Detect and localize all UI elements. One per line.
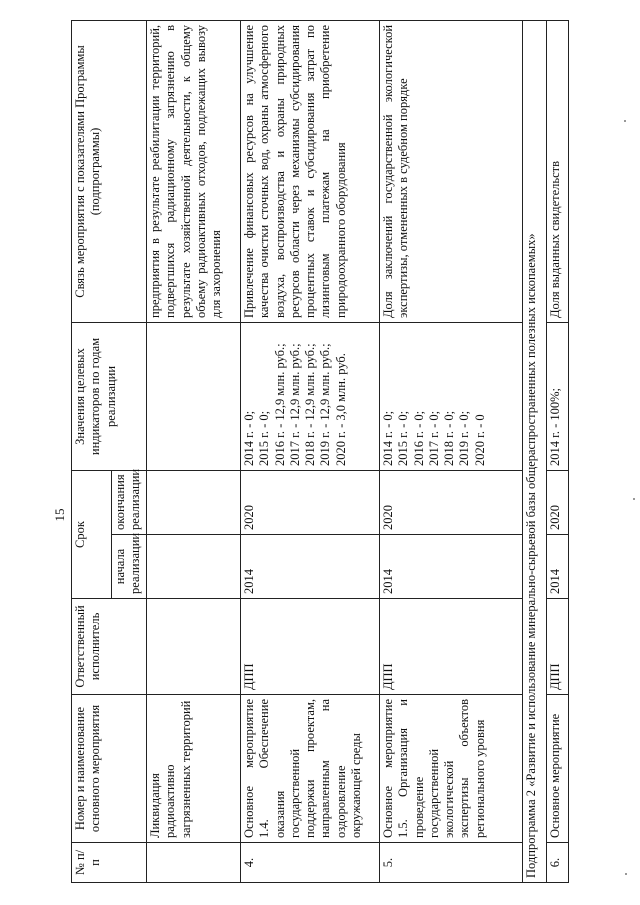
row-num	[147, 843, 241, 883]
row-link: предприятия в результате реабилитации территорий, подвергшихся радиационному загрязнению в результате хозяйственной деятельности, к общему объему радиоактивных отходов, подлежащих вывозу для захоронения	[147, 20, 241, 322]
row-link: Доля заключений государственной экологической экспертизы, отмененных в судебном порядке	[380, 20, 523, 322]
indicator-line: 2015 г. - 0;	[396, 410, 411, 466]
row-num: 5.	[380, 843, 523, 883]
header-term: Срок	[72, 470, 112, 598]
header-indicators: Значения целевых индикаторов по годам реализации	[72, 322, 147, 470]
header-term-start: начала реализации	[112, 535, 147, 599]
row-num: 6.	[547, 843, 569, 883]
indicator-line: 2019 г. - 12,9 млн. руб.;	[318, 343, 333, 466]
program-activities-table	[71, 20, 569, 883]
indicator-line: 2020 г. - 3,0 млн. руб.	[333, 353, 348, 466]
row-responsible: ДПП	[547, 599, 569, 695]
row-responsible	[147, 599, 241, 695]
row-end	[147, 470, 241, 534]
row-link: Доля выданных свидетельств	[547, 20, 569, 322]
row-name: Основное мероприятие	[547, 695, 569, 843]
row-name: Ликвидация радиоактивно загрязненных территорий	[147, 695, 241, 843]
header-responsible: Ответственный исполнитель	[72, 599, 147, 695]
row-start: 2014	[547, 535, 569, 599]
header-term-end: окончания реализации	[112, 470, 147, 534]
row-end: 2020	[241, 470, 380, 534]
indicator-line: 2016 г. - 0;	[411, 410, 426, 466]
row-indicators	[380, 322, 523, 470]
indicator-line: 2017 г. - 0;	[426, 410, 441, 466]
table-row	[547, 20, 569, 882]
row-num: 4.	[241, 843, 380, 883]
indicator-line: 2018 г. - 12,9 млн. руб.;	[303, 343, 317, 466]
header-link: Связь мероприятия с показателями Программы (подпрограммы)	[72, 20, 147, 322]
scan-speck	[633, 498, 635, 500]
indicator-line: 2016 г. - 12,9 млн. руб.;	[272, 343, 287, 466]
indicator-line: 2019 г. - 0;	[457, 410, 472, 466]
scan-speck	[625, 873, 627, 875]
row-start	[147, 535, 241, 599]
table-row	[241, 20, 380, 882]
header-name: Номер и наименование основного мероприятия	[72, 695, 147, 843]
row-end: 2020	[380, 470, 523, 534]
row-indicators: 2014 г. - 100%;	[547, 322, 569, 470]
table-row	[380, 20, 523, 882]
header-num: № п/п	[72, 843, 147, 883]
indicator-line: 2014 г. - 0;	[242, 410, 256, 466]
row-name: Основное мероприятие 1.5. Организация и проведение государственной экологической экспертизы объектов регионального уровня	[380, 695, 523, 843]
indicator-line: 2015 г. - 0;	[257, 410, 272, 466]
page-number: 15	[52, 508, 67, 522]
row-name: Основное мероприятие 1.4. Обеспечение оказания государственной поддержки проектам, направленным на оздоровление окружающей среды	[241, 695, 380, 843]
row-responsible: ДПП	[241, 599, 380, 695]
rotated-page	[71, 21, 611, 883]
indicator-line: 2020 г. - 0	[472, 414, 487, 466]
row-start: 2014	[380, 535, 523, 599]
scan-speck	[624, 120, 626, 122]
row-indicators	[241, 322, 380, 470]
row-responsible: ДПП	[380, 599, 523, 695]
row-link: Привлечение финансовых ресурсов на улучшение качества очистки сточных вод, охраны атмосферного воздуха, воспроизводства и охраны природных ресурсов области через механизмы субсидирования процентных ставок и субсидирования затрат по лизинговым платежам на приобретение природоохранного оборудования	[241, 20, 380, 322]
row-indicators	[147, 322, 241, 470]
subprogram-row	[523, 20, 547, 882]
indicator-line: 2018 г. - 0;	[442, 410, 456, 466]
subprogram-title: Подпрограмма 2 «Развитие и использование минерально-сырьевой базы общераспространенных полезных ископаемых»	[523, 20, 547, 882]
indicator-line: 2014 г. - 0;	[381, 410, 395, 466]
row-end: 2020	[547, 470, 569, 534]
table-row	[147, 20, 241, 882]
indicator-line: 2017 г. - 12,9 млн. руб.;	[287, 343, 302, 466]
row-start: 2014	[241, 535, 380, 599]
